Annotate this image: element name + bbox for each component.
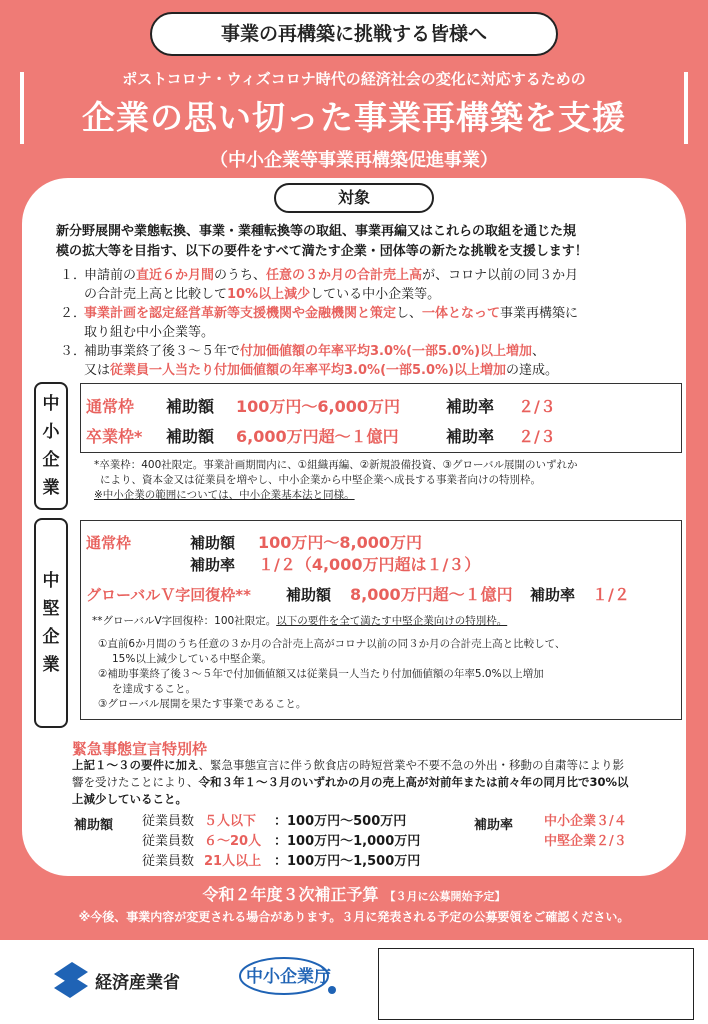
midsize-conditions: ①直前6か月間のうち任意の３か月の合計売上高がコロナ以前の同３か月の合計売上高と比較して、 15%以上減少している中堅企業。 ②補助事業終了後３～５年で付加価値額又は従業員一人当たり付加価値額の年率5.0%以上増加 を達成すること。 ③グローバル展開を果たす事業であること。 xyxy=(98,638,566,710)
audience-banner: 事業の再構築に挑戦する皆様へ xyxy=(150,12,558,56)
target-label: 対象 xyxy=(274,183,434,213)
intro-text: 新分野展開や業態転換、事業・業種転換等の取組、事業再編又はこれらの取組を通じた規 模の拡大等を目指す、以下の要件をすべて満たす企業・団体等の新たな挑戦を支援します！ xyxy=(56,224,588,259)
page-title: 企業の思い切った事業再構築を支援 xyxy=(82,98,626,137)
program-name: （中小企業等事業再構築促進事業） xyxy=(210,150,498,171)
emergency-tiers xyxy=(142,812,420,872)
tier-row: 従業員数 ５人以下 ：100万円～500万円 xyxy=(142,814,407,829)
emergency-title: 緊急事態宣言特別枠 xyxy=(72,740,208,758)
emergency-description: 上記１～３の要件に加え、緊急事態宣言に伴う飲食店の時短営業や不要不急の外出・移動の自粛等により影 響を受けたことにより、令和３年１～３月のいずれかの月の売上高が対前年または前々年の同月比で30%以 上減少していること。 xyxy=(72,758,629,806)
contact-box xyxy=(378,948,694,1020)
sme-regular-row: 通常枠 補助額 100万円～6,000万円 補助率 ２/３ xyxy=(86,397,556,416)
sme-notes: *卒業枠：400社限定。事業計画期間内に、①組織再編、②新規設備投資、③グローバル展開のいずれか により、資本金又は従業員を増やし、中小企業から中堅企業へ成長する事業者向けの特別枠。 ※中小企業の範囲については、中小企業基本法と同様。 xyxy=(94,459,578,501)
sme-label: 中 小 企 業 xyxy=(34,382,68,510)
meti-name: 経済産業省 xyxy=(95,973,180,993)
sme-agency-name: 中小企業庁 xyxy=(246,967,331,987)
requirement-3: ３．補助事業終了後３～５年で付加価値額の年率平均3.0%(一部5.0%)以上増加、 又は従業員一人当たり付加価値額の年率平均3.0%(一部5.0%)以上増加の達成。 xyxy=(60,344,559,378)
subheading: ポストコロナ・ウィズコロナ時代の経済社会の変化に対応するための xyxy=(122,70,586,88)
sme-graduation-row: 卒業枠* 補助額 6,000万円超～１億円 補助率 ２/３ xyxy=(86,427,556,446)
tier-row: 従業員数 21人以上 ：100万円～1,500万円 xyxy=(142,854,421,869)
disclaimer: ※今後、事業内容が変更される場合があります。３月に発表される予定の公募要領をご確認ください。 xyxy=(78,910,630,924)
emergency-rate-label: 補助率 xyxy=(474,818,514,833)
requirement-2: ２．事業計画を認定経営革新等支援機関や金融機関と策定し、一体となって事業再構築に 取り組む中小企業等。 xyxy=(60,306,579,340)
tier-row: 従業員数 ６～20人 ：100万円～1,000万円 xyxy=(142,834,421,849)
emergency-amount-label: 補助額 xyxy=(74,818,114,833)
meti-logo-icon xyxy=(54,960,88,1000)
budget-line: 令和２年度３次補正予算 【３月に公募開始予定】 xyxy=(202,885,506,904)
midsize-rate-row: 補助率 １/２（4,000万円超は１/３） xyxy=(190,555,481,574)
emergency-rates: 中小企業３/４ 中堅企業２/３ xyxy=(544,814,627,849)
midsize-label: 中 堅 企 業 xyxy=(34,518,68,728)
midsize-global-row: グローバルＶ字回復枠** 補助額 8,000万円超～１億円 補助率 １/２ xyxy=(86,585,630,604)
midsize-regular-row: 通常枠 補助額 100万円～8,000万円 xyxy=(86,533,423,552)
requirement-1: １．申請前の直近６か月間のうち、任意の３か月の合計売上高が、コロナ以前の同３か月 の合計売上高と比較して10%以上減少している中小企業等。 xyxy=(60,268,579,302)
midsize-global-note: **グローバルV字回復枠：100社限定。以下の要件を全て満たす中堅企業向けの特別枠。 xyxy=(92,615,508,627)
